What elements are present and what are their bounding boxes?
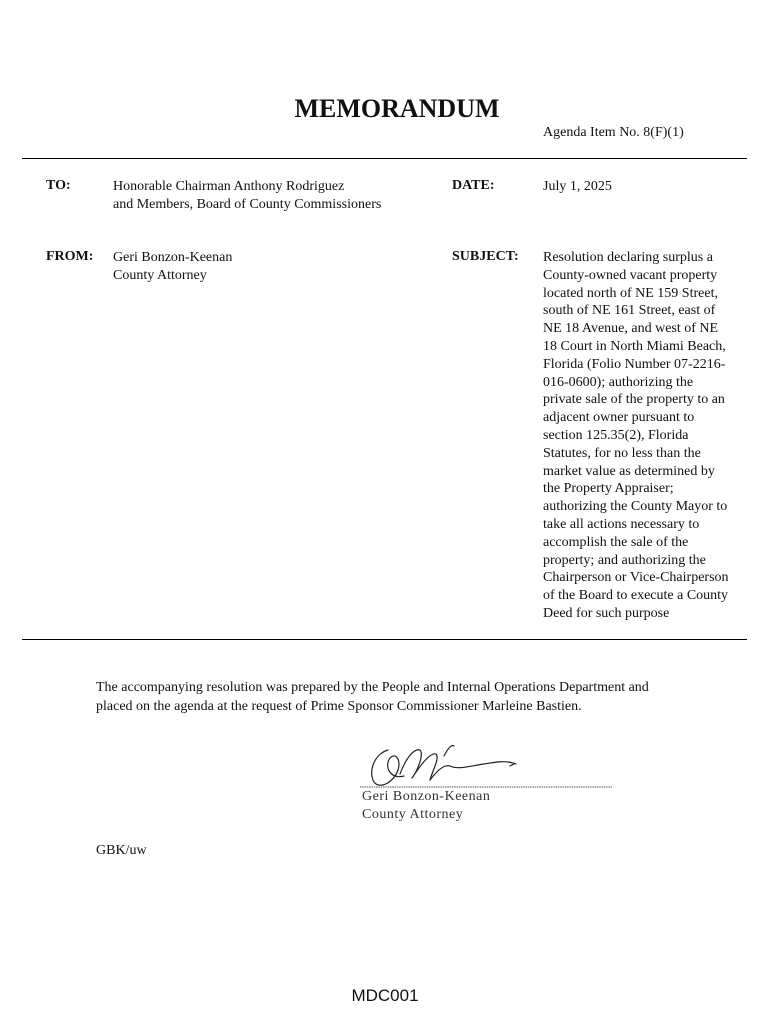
to-label: TO: — [46, 178, 71, 193]
from-line: Geri Bonzon-Keenan — [113, 250, 233, 265]
from-value — [113, 249, 433, 285]
subject-line: private sale of the property to an — [543, 392, 725, 408]
agenda-item-number: Agenda Item No. 8(F)(1) — [543, 125, 684, 140]
memo-body — [96, 678, 736, 716]
subject-line: NE 18 Avenue, and west of NE — [543, 321, 719, 337]
handwritten-signature — [360, 736, 620, 796]
subject-line: the Property Appraiser; — [543, 481, 674, 497]
to-line: Honorable Chairman Anthony Rodriguez — [113, 179, 345, 194]
header-top-divider — [22, 158, 747, 159]
subject-line: adjacent owner pursuant to — [543, 410, 695, 426]
subject-line: Statutes, for no less than the — [543, 445, 701, 461]
body-line: The accompanying resolution was prepared by the People and Internal Operations Department and — [96, 680, 649, 695]
subject-line: Resolution declaring surplus a — [543, 250, 713, 265]
subject-line: Florida (Folio Number 07-2216- — [543, 356, 726, 372]
subject-line: 18 Court in North Miami Beach, — [543, 338, 726, 354]
from-line: County Attorney — [113, 268, 207, 283]
to-value — [113, 178, 433, 214]
date-value: July 1, 2025 — [543, 179, 612, 194]
from-label: FROM: — [46, 249, 94, 264]
page-title: MEMORANDUM — [294, 94, 500, 123]
footer-document-code: MDC001 — [351, 986, 419, 1005]
subject-line: south of NE 161 Street, east of — [543, 303, 716, 319]
signatory-name: Geri Bonzon-Keenan — [362, 789, 491, 804]
signature-block — [362, 788, 490, 824]
subject-line: of the Board to execute a County — [543, 588, 729, 604]
subject-line: accomplish the sale of the — [543, 534, 689, 550]
subject-line: County-owned vacant property — [543, 267, 718, 283]
subject-label: SUBJECT: — [452, 249, 519, 264]
signatory-title: County Attorney — [362, 807, 464, 822]
body-line: placed on the agenda at the request of Prime Sponsor Commissioner Marleine Bastien. — [96, 699, 582, 714]
subject-line: 016-0600); authorizing the — [543, 374, 694, 390]
subject-line: located north of NE 159 Street, — [543, 285, 718, 301]
header-bottom-divider — [22, 639, 747, 640]
subject-line: section 125.35(2), Florida — [543, 427, 689, 443]
subject-line: Chairperson or Vice-Chairperson — [543, 570, 729, 586]
subject-value — [543, 249, 749, 623]
subject-line: Deed for such purpose — [543, 605, 670, 621]
typist-initials: GBK/uw — [96, 843, 147, 858]
subject-line: property; and authorizing the — [543, 552, 706, 568]
subject-line: authorizing the County Mayor to — [543, 499, 728, 515]
subject-line: take all actions necessary to — [543, 516, 700, 532]
to-line: and Members, Board of County Commissioners — [113, 197, 382, 212]
subject-line: market value as determined by — [543, 463, 715, 479]
date-label: DATE: — [452, 178, 495, 193]
